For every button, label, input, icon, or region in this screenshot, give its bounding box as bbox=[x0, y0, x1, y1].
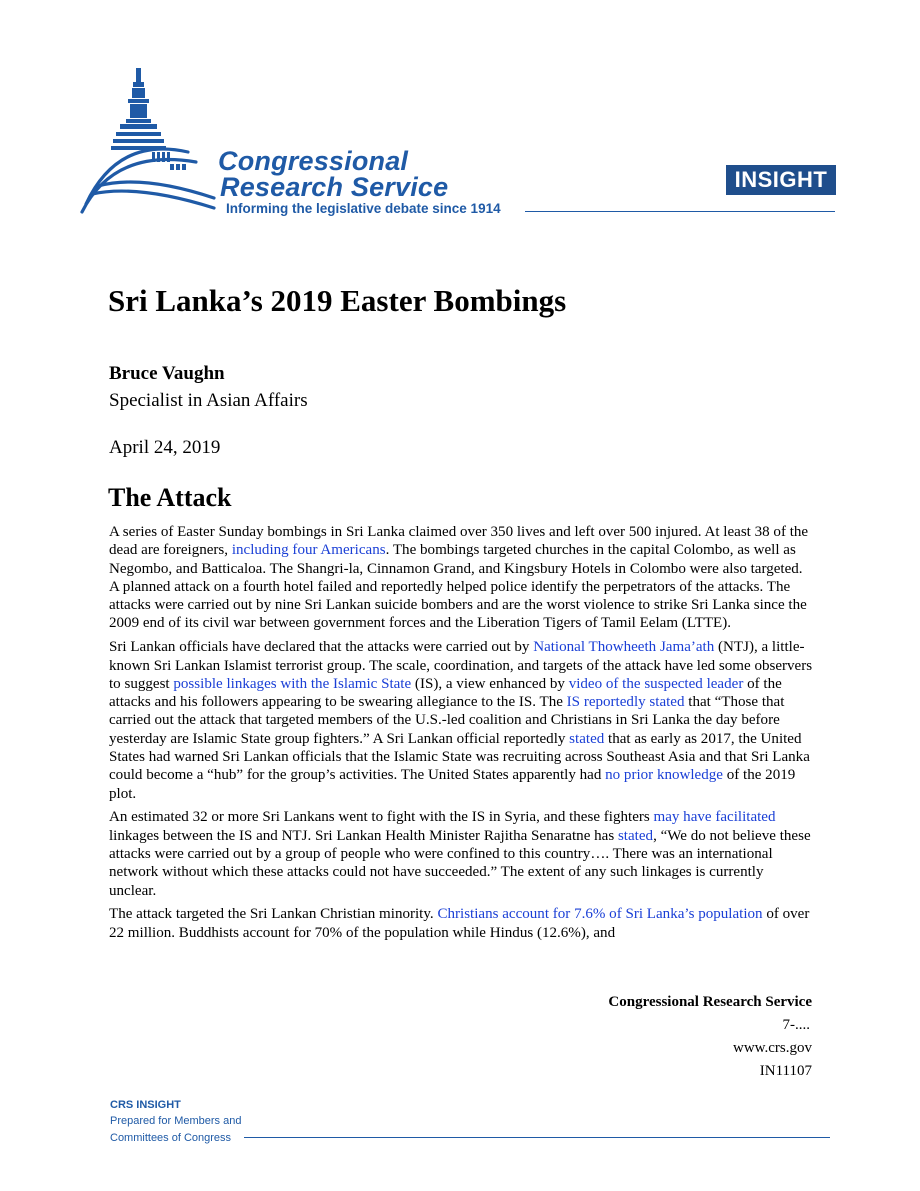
insight-badge: INSIGHT bbox=[726, 165, 836, 195]
org-name-line1: Congressional bbox=[218, 146, 409, 176]
footer-prepared-line1: Prepared for Members and bbox=[110, 1115, 242, 1127]
document-title: Sri Lanka’s 2019 Easter Bombings bbox=[108, 283, 567, 318]
org-tagline: Informing the legislative debate since 1914 bbox=[226, 201, 501, 216]
document-date: April 24, 2019 bbox=[109, 437, 221, 458]
footer-report-info bbox=[500, 991, 812, 1083]
org-name-line2: Research Service bbox=[220, 172, 449, 202]
link-minister-stated[interactable]: stated bbox=[617, 827, 654, 844]
footer-report-id: IN11107 bbox=[759, 1063, 812, 1079]
paragraph-4: The attack targeted the Sri Lankan Christian minority. Christians account for 7.6% of Sri Lanka’s population of over 22 million. Buddhists account for 70% of the population while Hindus (12.6%), and bbox=[109, 906, 810, 941]
body-text bbox=[109, 523, 814, 948]
link-suspected-leader-video[interactable]: video of the suspected leader bbox=[568, 675, 744, 692]
footer-report-number: 7-.... bbox=[782, 1017, 810, 1033]
link-islamic-state-linkages[interactable]: possible linkages with the Islamic State bbox=[173, 675, 412, 692]
link-four-americans[interactable]: including four Americans bbox=[231, 542, 386, 559]
footer-insight-label bbox=[110, 1098, 241, 1147]
capitol-dome-icon bbox=[78, 66, 218, 216]
footer-website: www.crs.gov bbox=[732, 1040, 812, 1056]
paragraph-2: Sri Lankan officials have declared that the attacks were carried out by National Thowheeth Jama’ath (NTJ), a little-known Sri Lankan Islamist terrorist group. The scale, coordination, and targets of the attack have led some observers to suggest possible linkages with the Islamic State (IS), a view enhanced by video of the suspected leader of the attacks and his followers appearing to be swearing allegiance to the IS. The IS reportedly stated that “Those that carried out the attack that targeted members of the U.S.-led coalition and Christians in Sri Lanka the day before yesterday are Islamic State group fighters.” A Sri Lankan official reportedly stated that as early as 2017, the United States had warned Sri Lankan officials that the Islamic State was recruiting across Southeast Asia and that Sri Lanka could become a “hub” for the group’s activities. The United States apparently had no prior knowledge of the 2019 plot. bbox=[109, 639, 813, 802]
footer-org-name: Congressional Research Service bbox=[608, 994, 812, 1010]
link-christians-population[interactable]: Christians account for 7.6% of Sri Lanka’s population bbox=[437, 906, 763, 923]
link-no-prior-knowledge[interactable]: no prior knowledge bbox=[605, 767, 723, 784]
link-official-stated[interactable]: stated bbox=[569, 730, 605, 747]
footer-prepared-line2: Committees of Congress bbox=[110, 1132, 232, 1144]
author-name: Bruce Vaughn bbox=[109, 363, 225, 384]
footer-rule bbox=[244, 1137, 830, 1138]
link-may-have-facilitated[interactable]: may have facilitated bbox=[653, 809, 776, 826]
paragraph-3: An estimated 32 or more Sri Lankans went to fight with the IS in Syria, and these fighters may have facilitated linkages between the IS and NTJ. Sri Lankan Health Minister Rajitha Senaratne has stated, “We do not believe these attacks were carried out by a group of people who were confined to this country…. There was an international network without which these attacks could not have succeeded.” The extent of any such linkages is currently unclear. bbox=[109, 809, 811, 899]
header-rule bbox=[525, 211, 835, 212]
link-ntj[interactable]: National Thowheeth Jama’ath bbox=[533, 639, 715, 656]
section-heading: The Attack bbox=[108, 483, 232, 512]
paragraph-1: A series of Easter Sunday bombings in Sri Lanka claimed over 350 lives and left over 500 injured. At least 38 of the dead are foreigners, including four Americans. The bombings targeted churches in the capital Colombo, as well as Negombo, and Batticaloa. The Shangri-la, Cinnamon Grand, and Kingsbury Hotels in Colombo were also targeted. A planned attack on a fourth hotel failed and reportedly helped police identify the perpetrators of the attacks. The attacks were carried out by nine Sri Lankan suicide bombers and are the worst violence to strike Sri Lanka since the 2009 end of its civil war between government forces and the Liberation Tigers of Tamil Eelam (LTTE). bbox=[109, 524, 809, 632]
author-title: Specialist in Asian Affairs bbox=[109, 390, 308, 411]
footer-insight-title: CRS INSIGHT bbox=[110, 1099, 181, 1111]
link-is-reportedly-stated[interactable]: IS reportedly stated bbox=[566, 694, 685, 711]
